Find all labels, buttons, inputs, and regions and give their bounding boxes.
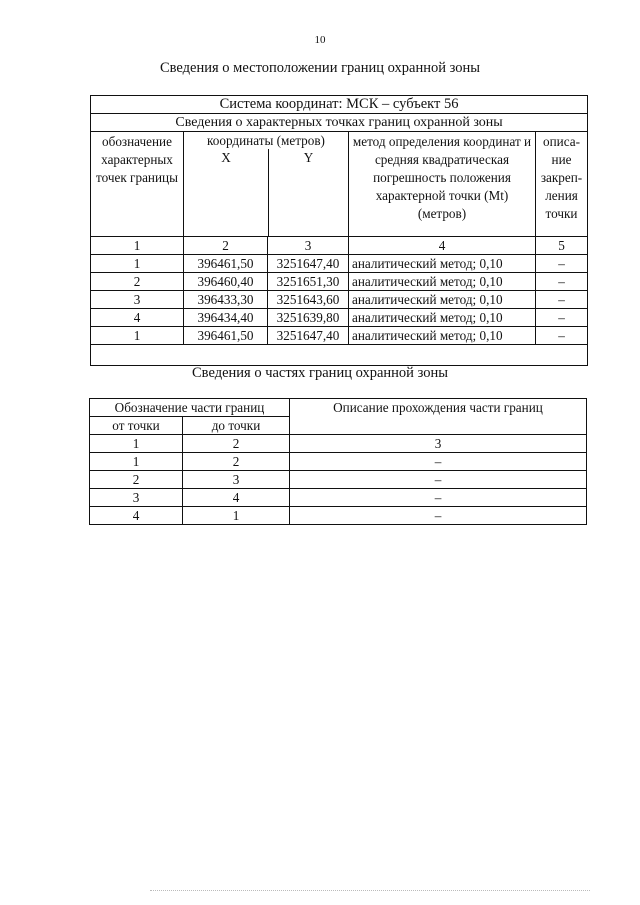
to-cell: 3 (183, 471, 290, 489)
description-cell: – (290, 471, 587, 489)
section-heading-location: Сведения о местоположении границ охранной зоны (159, 60, 480, 76)
point-cell: 2 (91, 273, 184, 291)
column-number: 1 (91, 237, 184, 255)
part-designation-header: Обозначение части границ (90, 399, 290, 417)
y-label: Y (303, 150, 314, 165)
characteristic-points-table (90, 95, 588, 366)
method-cell: аналитический метод; 0,10 (349, 291, 536, 309)
page-number: 10 (314, 34, 326, 46)
column-numbers-row (90, 435, 587, 453)
table-header-row (91, 132, 588, 237)
boundary-parts-table (89, 398, 587, 525)
method-cell: аналитический метод; 0,10 (349, 327, 536, 345)
table-subtitle-cell: Сведения о характерных точках границ охранной зоны (91, 114, 588, 132)
column-number: 2 (183, 435, 290, 453)
table-row (90, 489, 587, 507)
column-number: 3 (290, 435, 587, 453)
table-row (90, 507, 587, 525)
method-cell: аналитический метод; 0,10 (349, 309, 536, 327)
table-row (90, 453, 587, 471)
description-cell: – (536, 273, 588, 291)
x-cell: 396461,50 (184, 255, 268, 273)
table-row (91, 114, 588, 132)
table-row (91, 96, 588, 114)
y-cell: 3251639,80 (268, 309, 349, 327)
x-label: X (184, 149, 269, 236)
to-cell: 1 (183, 507, 290, 525)
table-header-row (90, 399, 587, 417)
point-cell: 1 (91, 255, 184, 273)
coordinates-header (184, 132, 349, 237)
column-number: 4 (349, 237, 536, 255)
table-row (90, 471, 587, 489)
coordinates-label: координаты (метров) (207, 133, 325, 148)
fixing-description-header: описа-ние закреп-ления точки (536, 132, 588, 237)
point-cell: 3 (91, 291, 184, 309)
column-number: 1 (90, 435, 183, 453)
section-heading-parts: Сведения о частях границ охранной зоны (192, 365, 448, 381)
point-cell: 1 (91, 327, 184, 345)
table-row (91, 273, 588, 291)
description-cell: – (536, 327, 588, 345)
column-number: 5 (536, 237, 588, 255)
from-cell: 4 (90, 507, 183, 525)
to-point-header: до точки (183, 417, 290, 435)
description-cell: – (290, 507, 587, 525)
footer-scan-line (150, 890, 590, 891)
description-cell: – (290, 489, 587, 507)
to-cell: 2 (183, 453, 290, 471)
table-row (91, 291, 588, 309)
table-row (91, 327, 588, 345)
description-cell: – (536, 255, 588, 273)
table-spacer-row (91, 345, 588, 366)
y-cell: 3251647,40 (268, 255, 349, 273)
part-description-header: Описание прохождения части границ (290, 399, 587, 435)
method-cell: аналитический метод; 0,10 (349, 255, 536, 273)
description-cell: – (536, 291, 588, 309)
x-cell: 396433,30 (184, 291, 268, 309)
description-cell: – (290, 453, 587, 471)
table-row (91, 255, 588, 273)
y-cell: 3251651,30 (268, 273, 349, 291)
point-designation-header: обозначение характерных точек границы (91, 132, 184, 237)
method-cell: аналитический метод; 0,10 (349, 273, 536, 291)
column-number: 3 (268, 237, 349, 255)
from-cell: 3 (90, 489, 183, 507)
y-cell: 3251643,60 (268, 291, 349, 309)
x-cell: 396461,50 (184, 327, 268, 345)
x-cell: 396434,40 (184, 309, 268, 327)
description-cell: – (536, 309, 588, 327)
from-point-header: от точки (90, 417, 183, 435)
x-cell: 396460,40 (184, 273, 268, 291)
column-numbers-row (91, 237, 588, 255)
from-cell: 2 (90, 471, 183, 489)
point-cell: 4 (91, 309, 184, 327)
to-cell: 4 (183, 489, 290, 507)
table-row (91, 309, 588, 327)
column-number: 2 (184, 237, 268, 255)
y-cell: 3251647,40 (268, 327, 349, 345)
method-header: метод определения координат и средняя квадратическая погрешность положения характерной точки (Mt) (метров) (349, 132, 536, 237)
from-cell: 1 (90, 453, 183, 471)
coordinate-system-cell: Система координат: МСК – субъект 56 (91, 96, 588, 114)
